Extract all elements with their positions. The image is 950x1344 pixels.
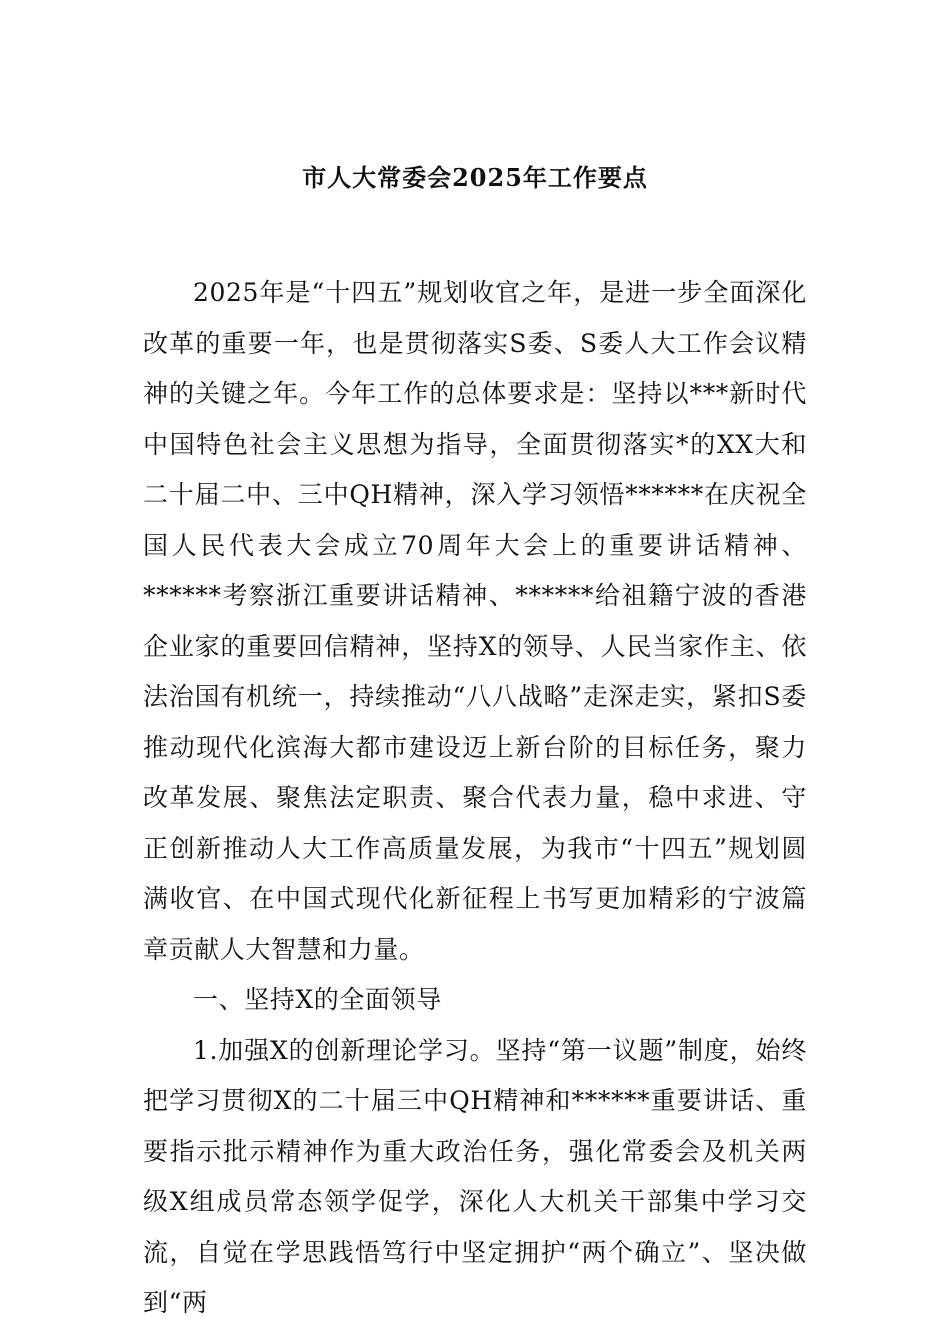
intro-paragraph: 2025年是“十四五”规划收官之年，是进一步全面深化改革的重要一年，也是贯彻落实S委、S委人大工作会议精神的关键之年。今年工作的总体要求是：坚持以***新时代中国特色社会主义思想为指导，全面贯彻落实*的XX大和二十届二中、三中QH精神，深入学习领悟******在庆祝全国人民代表大会成立70周年大会上的重要讲话精神、******考察浙江重要讲话精神、******给祖籍宁波的香港企业家的重要回信精神，坚持X的领导、人民当家作主、依法治国有机统一，持续推动“八八战略”走深走实，紧扣S委推动现代化滨海大都市建设迈上新台阶的目标任务，聚力改革发展、聚焦法定职责、聚合代表力量，稳中求进、守正创新推动人大工作高质量发展，为我市“十四五”规划圆满收官、在中国式现代化新征程上书写更加精彩的宁波篇章贡献人大智慧和力量。 (143, 278, 807, 964)
item-paragraph: 1.加强X的创新理论学习。坚持“第一议题”制度，始终把学习贯彻X的二十届三中QH精神和******重要讲话、重要指示批示精神作为重大政治任务，强化常委会及机关两级X组成员常态领学促学，深化人大机关干部集中学习交流，自觉在学思践悟笃行中坚定拥护“两个确立”、坚决做到“两 (143, 1035, 807, 1317)
document-body (143, 268, 807, 1329)
document-title: 市人大常委会2025年工作要点 (302, 163, 648, 192)
section-heading: 一、坚持X的全面领导 (193, 985, 442, 1014)
